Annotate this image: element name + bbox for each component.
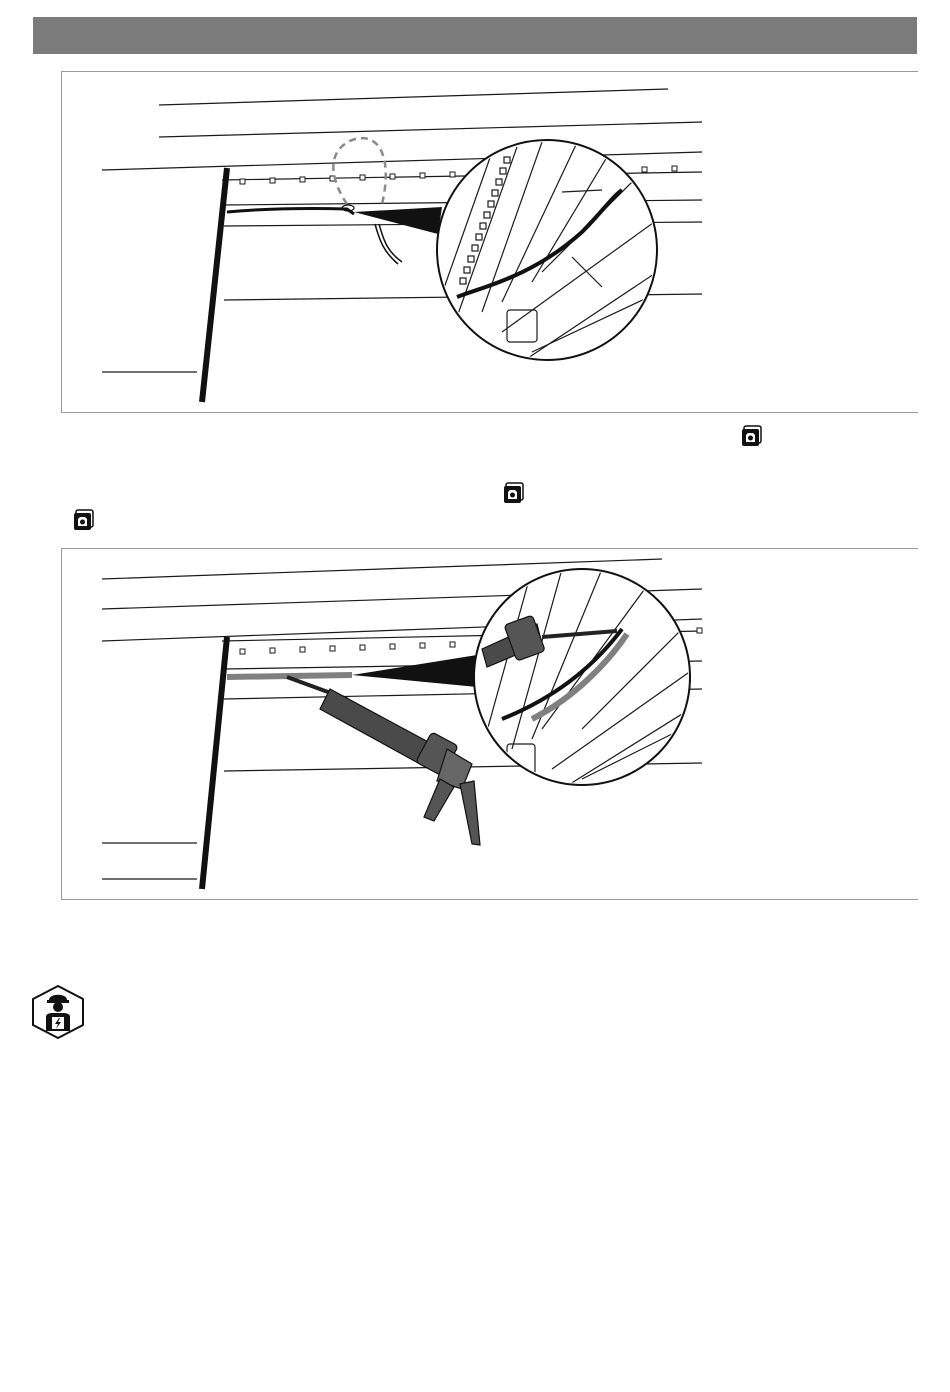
photo-camera-icon: [741, 425, 763, 447]
figure-cable-routing: [61, 71, 918, 413]
figure-1-illustration: [62, 72, 918, 412]
figure-2-illustration: [62, 549, 918, 899]
photo-camera-icon: [73, 509, 95, 531]
photo-camera-icon: [503, 482, 525, 504]
figure-sealant-application: [61, 548, 918, 900]
section-header-bar: [33, 17, 917, 54]
qualified-electrician-icon: [31, 985, 85, 1039]
